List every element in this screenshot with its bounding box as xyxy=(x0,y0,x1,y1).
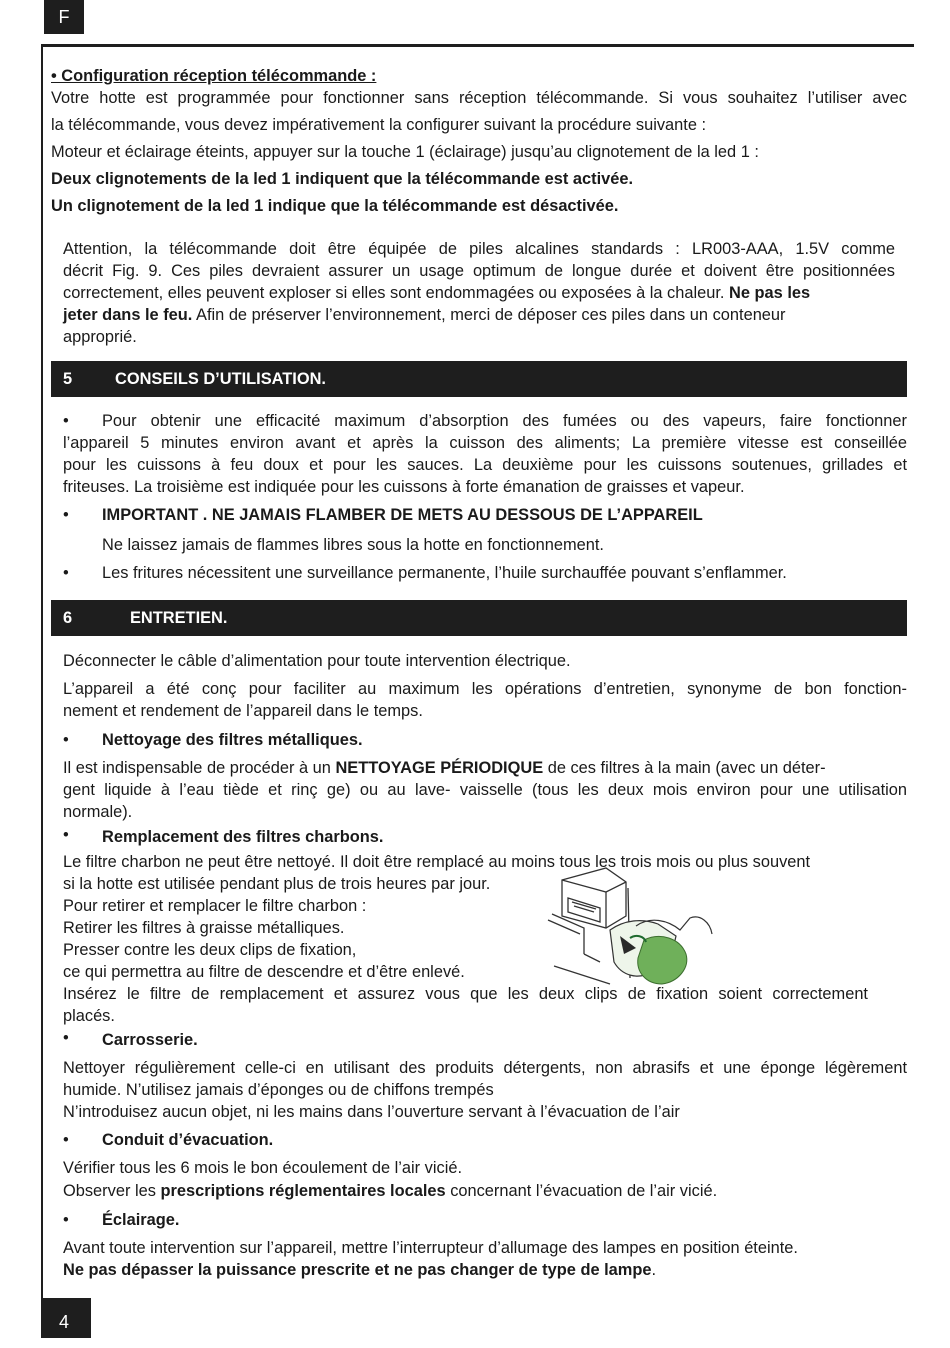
section-5-header xyxy=(51,361,907,397)
important-note: Ne laissez jamais de flammes libres sous la hotte en fonctionnement. xyxy=(102,536,604,554)
hand-drawing xyxy=(610,917,712,984)
usage-para-line-3: pour les cuissons à feu doux et pour les sauces. La deuxième pour les cuissons soutenues, grillades et xyxy=(63,456,907,474)
local-regulations: prescriptions réglementaires locales xyxy=(160,1182,446,1200)
metal-filters-line-2: gent liquide à l’eau tiède et rinç ge) ou au lave- vaisselle (tous les deux mois environ pour une utilisation xyxy=(63,781,907,799)
page-number: 4 xyxy=(41,1298,91,1338)
remote-config-deactivated: Un clignotement de la led 1 indique que la télécommande est désactivée. xyxy=(51,197,619,215)
fritures-note: Les fritures nécessitent une surveillance permanente, l’huile surchauffée pouvant s’enflammer. xyxy=(102,564,787,582)
bullet: • xyxy=(63,1211,69,1229)
important-warning: IMPORTANT . NE JAMAIS FLAMBER DE METS AU DESSOUS DE L’APPAREIL xyxy=(102,506,703,524)
bullet: • xyxy=(63,564,69,582)
lighting-title: Éclairage. xyxy=(102,1211,180,1229)
charcoal-line-8: placés. xyxy=(63,1007,115,1025)
exhaust-line-1: Vérifier tous les 6 mois le bon écoulement de l’air vicié. xyxy=(63,1159,463,1177)
section-5-title: CONSEILS D’UTILISATION. xyxy=(115,370,326,388)
lighting-warning: Ne pas dépasser la puissance prescrite et ne pas changer de type de lampe xyxy=(63,1261,652,1279)
bullet: • xyxy=(63,506,69,524)
section-5-number: 5 xyxy=(63,370,73,388)
attention-line-3-text: correctement, elles peuvent exploser si elles sont endommagées ou exposées à la chaleur. xyxy=(63,284,725,302)
usage-para-line-1: Pour obtenir une efficacité maximum d’absorption des fumées ou des vapeurs, faire fonctionner xyxy=(102,412,907,430)
periodic-cleaning: NETTOYAGE PÉRIODIQUE xyxy=(335,759,544,777)
top-rule xyxy=(42,44,914,47)
bullet: • xyxy=(63,1029,69,1047)
maintenance-intro-2-line-2: nement et rendement de l’appareil dans le temps. xyxy=(63,702,423,720)
charcoal-line-7: Insérez le filtre de remplacement et assurez vous que les deux clips de fixation soient correctement xyxy=(63,985,868,1003)
maintenance-intro-2-line-1: L’appareil a été conç pour faciliter au maximum les opérations d’entretien, synonyme de bon fonction- xyxy=(63,680,907,698)
section-6-title: ENTRETIEN. xyxy=(130,609,228,627)
attention-warning-2: jeter dans le feu. xyxy=(63,306,193,324)
bullet: • xyxy=(63,826,69,844)
lighting-line-1: Avant toute intervention sur l’appareil, mettre l’interrupteur d’allumage des lampes en position éteinte. xyxy=(63,1239,798,1257)
attention-warning-1: Ne pas les xyxy=(729,284,811,302)
metal-filters-line-1 xyxy=(63,757,826,779)
attention-line-2: décrit Fig. 9. Ces piles devraient assurer un usage optimum de longue durée et doivent être positionnées xyxy=(63,262,895,280)
remote-config-line-2: la télécommande, vous devez impérativement la configurer suivant la procédure suivante : xyxy=(51,116,707,134)
left-rule xyxy=(41,44,43,1300)
lighting-warning-end: . xyxy=(651,1261,657,1279)
maintenance-intro-1: Déconnecter le câble d’alimentation pour toute intervention électrique. xyxy=(63,652,571,670)
metal-filters-line-3: normale). xyxy=(63,803,133,821)
remote-config-heading: • Configuration réception télécommande : xyxy=(51,67,377,85)
exhaust-line-2 xyxy=(63,1180,717,1202)
remote-config-line-3: Moteur et éclairage éteints, appuyer sur la touche 1 (éclairage) jusqu’au clignotement de la led 1 : xyxy=(51,143,759,161)
section-6-header xyxy=(51,600,907,636)
remote-config-line-1: Votre hotte est programmée pour fonctionner sans réception télécommande. Si vous souhaitez l’utiliser avec xyxy=(51,89,907,107)
charcoal-filters-title: Remplacement des filtres charbons. xyxy=(102,828,384,846)
bullet: • xyxy=(63,412,69,430)
attention-line-1: Attention, la télécommande doit être équipée de piles alcalines standards : LR003-AAA, 1.5V comme xyxy=(63,240,895,258)
body-line-2: humide. N’utilisez jamais d’éponges ou de chiffons trempés xyxy=(63,1081,494,1099)
exhaust-line-2-a: Observer les xyxy=(63,1182,156,1200)
metal-filters-line-1-c: de ces filtres à la main (avec un déter- xyxy=(547,759,826,777)
usage-para-line-4: friteuses. La troisième est indiquée pour les cuissons à forte émanation de graisses et vapeur. xyxy=(63,478,745,496)
metal-filters-line-1-a: Il est indispensable de procéder à un xyxy=(63,759,331,777)
charcoal-filter-illustration xyxy=(540,858,720,988)
charcoal-line-2: si la hotte est utilisée pendant plus de trois heures par jour. xyxy=(63,875,491,893)
body-line-3: N’introduisez aucun objet, ni les mains dans l’ouverture servant à l’évacuation de l’air xyxy=(63,1103,680,1121)
attention-line-5: approprié. xyxy=(63,328,137,346)
attention-line-4-text: Afin de préserver l’environnement, merci de déposer ces piles dans un conteneur xyxy=(196,306,786,324)
remote-config-activated: Deux clignotements de la led 1 indiquent que la télécommande est activée. xyxy=(51,170,634,188)
bullet: • xyxy=(63,731,69,749)
attention-line-4 xyxy=(63,304,786,326)
exhaust-duct-title: Conduit d’évacuation. xyxy=(102,1131,274,1149)
charcoal-line-5: Presser contre les deux clips de fixation, xyxy=(63,941,357,959)
exhaust-line-2-c: concernant l’évacuation de l’air vicié. xyxy=(450,1182,718,1200)
charcoal-line-4: Retirer les filtres à graisse métalliques. xyxy=(63,919,345,937)
metal-filters-title: Nettoyage des filtres métalliques. xyxy=(102,731,363,749)
charcoal-line-3: Pour retirer et remplacer le filtre charbon : xyxy=(63,897,367,915)
body-line-1: Nettoyer régulièrement celle-ci en utilisant des produits détergents, non abrasifs et une éponge légèrement xyxy=(63,1059,907,1077)
charcoal-line-1: Le filtre charbon ne peut être nettoyé. Il doit être remplacé au moins tous les trois mois ou plus souvent xyxy=(63,853,811,871)
bullet: • xyxy=(63,1131,69,1149)
language-tab: F xyxy=(44,0,84,34)
usage-para-line-2: l’appareil 5 minutes environ avant et après la cuisson des aliments; La première vitesse est conseillée xyxy=(63,434,907,452)
attention-line-3 xyxy=(63,282,810,304)
body-cleaning-title: Carrosserie. xyxy=(102,1031,198,1049)
charcoal-line-6: ce qui permettra au filtre de descendre et d’être enlevé. xyxy=(63,963,465,981)
lighting-line-2 xyxy=(63,1259,656,1281)
section-6-number: 6 xyxy=(63,609,73,627)
